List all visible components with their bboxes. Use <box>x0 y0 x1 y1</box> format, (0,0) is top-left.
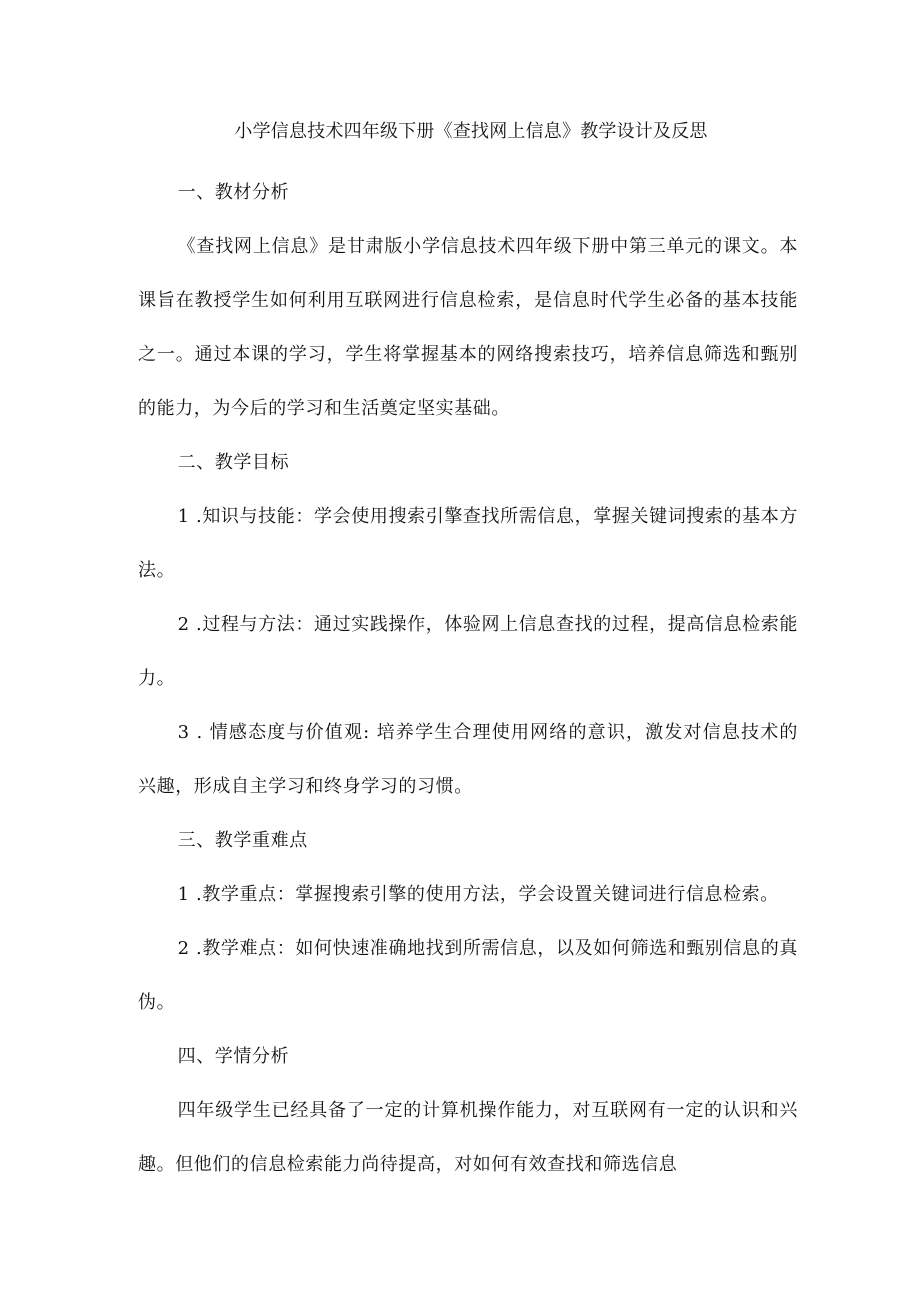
section-heading-teaching-goals: 二、教学目标 <box>177 452 290 473</box>
goal-item-knowledge-skills: 1 .知识与技能：学会使用搜索引擎查找所需信息，掌握关键词搜索的基本方法。 <box>138 506 798 581</box>
section-heading-student-analysis: 四、学情分析 <box>177 1046 290 1067</box>
paragraph-textbook-analysis: 《查找网上信息》是甘肃版小学信息技术四年级下册中第三单元的课文。本课旨在教授学生如何利用互联网进行信息检索，是信息时代学生必备的基本技能之一。通过本课的学习，学生将掌握基本的网络搜索技巧，培养信息筛选和甄别的能力，为今后的学习和生活奠定坚实基础。 <box>138 236 798 419</box>
section-heading-key-difficult-points: 三、教学重难点 <box>177 830 308 851</box>
section-heading-textbook-analysis: 一、教材分析 <box>177 182 290 203</box>
difficult-point-item: 2 .教学难点：如何快速准确地找到所需信息，以及如何筛选和甄别信息的真伪。 <box>138 938 798 1013</box>
goal-item-attitude-values: 3 . 情感态度与价值观: 培养学生合理使用网络的意识，激发对信息技术的兴趣，形成自主学习和终身学习的习惯。 <box>138 722 798 797</box>
document-body <box>138 112 798 1192</box>
goal-item-process-methods: 2 .过程与方法：通过实践操作，体验网上信息查找的过程，提高信息检索能力。 <box>138 614 798 689</box>
paragraph-student-analysis: 四年级学生已经具备了一定的计算机操作能力，对互联网有一定的认识和兴趣。但他们的信息检索能力尚待提高，对如何有效查找和筛选信息 <box>138 1100 798 1175</box>
document-title: 小学信息技术四年级下册《查找网上信息》教学设计及反思 <box>234 121 708 142</box>
key-point-item: 1 .教学重点：掌握搜索引擎的使用方法，学会设置关键词进行信息检索。 <box>177 884 779 905</box>
